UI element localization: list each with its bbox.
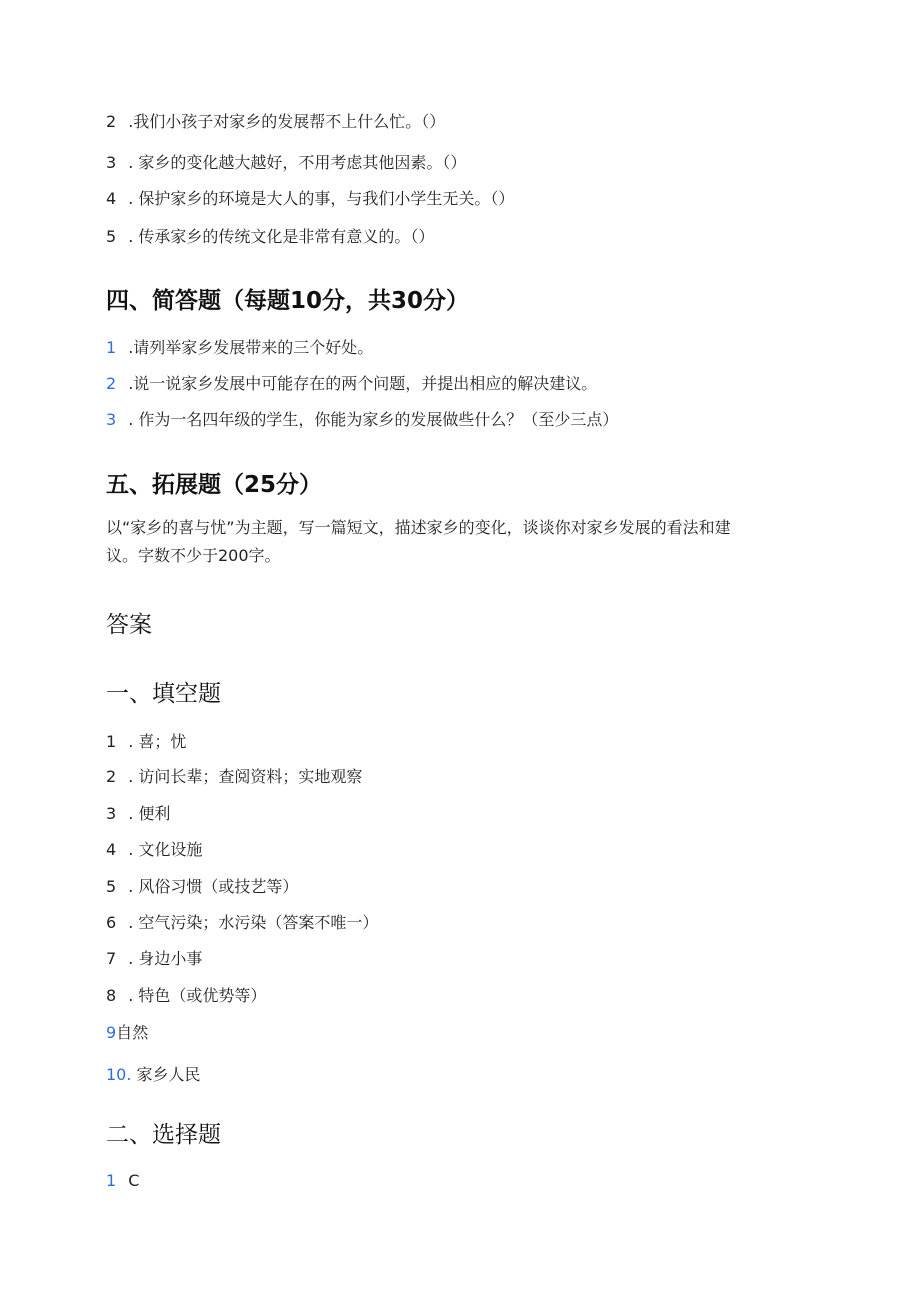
- extension-body-line-1: 以“家乡的喜与忧”为主题，写一篇短文，描述家乡的变化，谈谈你对家乡发展的看法和建: [106, 518, 731, 537]
- item-text: .我们小孩子对家乡的发展帮不上什么忙。（）: [128, 112, 446, 131]
- answer-fill-9: [106, 1023, 148, 1043]
- item-number: 4: [106, 189, 117, 208]
- item-text: C: [128, 1171, 140, 1190]
- item-text: . 文化设施: [128, 840, 203, 859]
- short-item-3: [106, 410, 618, 430]
- section-title-choice: 二、选择题: [106, 1122, 221, 1148]
- answer-fill-6: [106, 913, 378, 933]
- item-number: 1: [106, 732, 117, 751]
- item-text: .请列举家乡发展带来的三个好处。: [128, 338, 374, 357]
- answer-fill-3: [106, 804, 170, 824]
- answer-fill-8: [106, 986, 266, 1006]
- item-text: . 喜；忧: [128, 732, 187, 751]
- item-text: . 保护家乡的环境是大人的事，与我们小学生无关。（）: [128, 189, 515, 208]
- short-item-2: [106, 374, 597, 394]
- judge-item-2: [106, 112, 445, 132]
- item-text: . 传承家乡的传统文化是非常有意义的。（）: [128, 227, 435, 246]
- item-number: 10.: [106, 1065, 132, 1084]
- answer-fill-4: [106, 840, 202, 860]
- section-title-fill-blank: 一、填空题: [106, 681, 221, 707]
- judge-item-4: [106, 189, 514, 209]
- item-number: 3: [106, 153, 117, 172]
- extension-body-line-2: 议。字数不少于200字。: [106, 546, 281, 565]
- answer-choice-1: [106, 1171, 139, 1191]
- item-number: 6: [106, 913, 117, 932]
- item-number: 4: [106, 840, 117, 859]
- item-number: 2: [106, 374, 117, 393]
- short-item-1: [106, 338, 373, 358]
- item-text: . 作为一名四年级的学生，你能为家乡的发展做些什么？（至少三点）: [128, 410, 619, 429]
- item-text: 家乡人民: [131, 1065, 201, 1084]
- answer-fill-5: [106, 877, 298, 897]
- item-number: 2: [106, 112, 117, 131]
- section-title-short-answer: 四、简答题（每题10分，共30分）: [106, 288, 470, 314]
- answer-fill-7: [106, 949, 202, 969]
- item-text: . 空气污染；水污染（答案不唯一）: [128, 913, 379, 932]
- item-number: 5: [106, 877, 117, 896]
- item-text: . 便利: [128, 804, 171, 823]
- section-title-extension: 五、拓展题（25分）: [106, 472, 323, 498]
- judge-item-3: [106, 153, 466, 173]
- item-number: 1: [106, 338, 117, 357]
- item-text: . 风俗习惯（或技艺等）: [128, 877, 299, 896]
- item-number: 3: [106, 410, 117, 429]
- item-number: 7: [106, 949, 117, 968]
- item-text: . 特色（或优势等）: [128, 986, 267, 1005]
- answer-fill-2: [106, 767, 362, 787]
- item-number: 5: [106, 227, 117, 246]
- item-text: .说一说家乡发展中可能存在的两个问题，并提出相应的解决建议。: [128, 374, 598, 393]
- answer-fill-1: [106, 732, 186, 752]
- item-text: 自然: [116, 1023, 149, 1042]
- item-number: 9: [106, 1023, 117, 1042]
- item-text: . 家乡的变化越大越好，不用考虑其他因素。（）: [128, 153, 467, 172]
- item-number: 2: [106, 767, 117, 786]
- item-text: . 身边小事: [128, 949, 203, 968]
- judge-item-5: [106, 227, 434, 247]
- item-number: 1: [106, 1171, 117, 1190]
- answers-title: 答案: [106, 612, 152, 638]
- item-number: 3: [106, 804, 117, 823]
- item-text: . 访问长辈；查阅资料；实地观察: [128, 767, 363, 786]
- item-number: 8: [106, 986, 117, 1005]
- answer-fill-10: [106, 1065, 201, 1085]
